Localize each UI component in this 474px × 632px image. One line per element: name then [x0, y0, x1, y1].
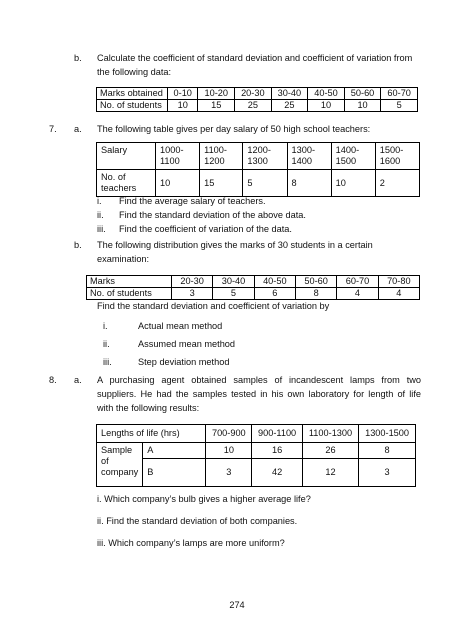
- table-cell: 0-10: [168, 88, 198, 100]
- table-cell: 8: [295, 288, 336, 300]
- table-cell: 25: [271, 100, 308, 112]
- table-cell: Marks obtained: [97, 88, 168, 100]
- table-cell: 15: [200, 170, 243, 197]
- table-cell: 50-60: [344, 88, 381, 100]
- table-cell: 10: [206, 443, 252, 459]
- q7a-item-text: Find the average salary of teachers.: [119, 196, 266, 206]
- table-cell: 25: [235, 100, 272, 112]
- sample-label-line2: of: [101, 456, 109, 466]
- q6b-text-line1: Calculate the coefficient of standard deviation and coefficient of variation from: [97, 53, 413, 63]
- q6b-table: [96, 87, 418, 112]
- table-cell: 4: [337, 288, 378, 300]
- table-row: [97, 459, 416, 487]
- table-cell: 42: [252, 459, 303, 487]
- table-cell: 12: [302, 459, 358, 487]
- table-cell: 5: [381, 100, 418, 112]
- q7a-item-text: Find the standard deviation of the above data.: [119, 210, 306, 220]
- q7b-text-line2: examination:: [97, 254, 150, 264]
- q8a-line2: suppliers. He had the samples tested in his own laboratory for length of life: [97, 389, 421, 399]
- q7b-text-line1: The following distribution gives the marks of 30 students in a certain: [97, 240, 373, 250]
- table-cell: 60-70: [337, 276, 378, 288]
- range-end: 1100: [160, 156, 180, 166]
- table-cell: 20-30: [172, 276, 213, 288]
- table-cell: 10: [331, 170, 375, 197]
- table-cell: 40-50: [308, 88, 345, 100]
- table-cell: B: [143, 459, 206, 487]
- table-cell: 30-40: [213, 276, 254, 288]
- range-start: 1200-: [247, 145, 271, 155]
- range-start: 1400-: [335, 145, 360, 155]
- table-cell: 50-60: [295, 276, 336, 288]
- table-cell: 5: [243, 170, 287, 197]
- q7a-label: a.: [74, 124, 82, 134]
- q7b-method-text: Actual mean method: [138, 321, 223, 331]
- sample-label-line1: Sample: [101, 445, 133, 455]
- table-cell: 15: [198, 100, 235, 112]
- teachers-label-line1: No. of: [101, 172, 126, 182]
- table-cell: 1100-1300: [302, 425, 358, 443]
- q7a-text: The following table gives per day salary of 50 high school teachers:: [97, 124, 371, 134]
- table-cell: 40-50: [254, 276, 295, 288]
- table-cell: 10-20: [198, 88, 235, 100]
- table-row: [97, 443, 416, 459]
- range-start: 1100-: [204, 145, 227, 155]
- q7b-find-text: Find the standard deviation and coefficient of variation by: [97, 301, 330, 311]
- table-cell: [243, 143, 287, 170]
- table-cell: No. of students: [97, 100, 168, 112]
- q8a-line3: with the following results:: [97, 403, 200, 413]
- table-header-row: [97, 425, 416, 443]
- q7b-method-num: iii.: [103, 357, 112, 367]
- table-cell: 6: [254, 288, 295, 300]
- q7a-salary-table: [96, 142, 420, 197]
- table-cell: [287, 143, 331, 170]
- teachers-label-line2: teachers: [101, 183, 137, 193]
- q7a-item-num: iii.: [97, 224, 106, 234]
- table-cell: 2: [375, 170, 419, 197]
- range-start: 1000-: [160, 145, 184, 155]
- range-start: 1500-: [379, 145, 404, 155]
- table-cell: [156, 143, 200, 170]
- q7a-item-text: Find the coefficient of variation of the data.: [119, 224, 292, 234]
- table-cell: 3: [359, 459, 416, 487]
- table-cell: 1300-1500: [359, 425, 416, 443]
- q7b-method-text: Assumed mean method: [138, 339, 236, 349]
- q7a-item-num: ii.: [97, 210, 104, 220]
- table-cell: Salary: [97, 143, 156, 170]
- q7b-table: [86, 275, 420, 300]
- q8a-question-3: iii. Which company’s lamps are more uniform?: [97, 538, 285, 548]
- table-cell: A: [143, 443, 206, 459]
- q7b-method-num: i.: [103, 321, 108, 331]
- table-header-row: [97, 88, 418, 100]
- sample-label-line3: company: [101, 467, 139, 477]
- table-cell: 60-70: [381, 88, 418, 100]
- range-end: 1400: [291, 156, 312, 166]
- q8a-question-1: i. Which company’s bulb gives a higher average life?: [97, 494, 311, 504]
- table-cell: 10: [168, 100, 198, 112]
- q7b-method-text: Step deviation method: [138, 357, 230, 367]
- table-cell: 70-80: [378, 276, 419, 288]
- table-cell: 16: [252, 443, 303, 459]
- table-cell: No. of students: [87, 288, 172, 300]
- range-start: 1300-: [291, 145, 316, 155]
- range-end: 1600: [379, 156, 401, 166]
- table-cell: [97, 170, 156, 197]
- q8-number: 8.: [49, 375, 57, 385]
- table-cell: 3: [172, 288, 213, 300]
- page-number: 274: [229, 600, 245, 610]
- range-end: 1200: [204, 156, 225, 166]
- table-row: [97, 100, 418, 112]
- table-row: [87, 288, 420, 300]
- table-cell: [200, 143, 243, 170]
- q8a-label: a.: [74, 375, 82, 385]
- table-cell: [97, 443, 143, 487]
- table-cell: 26: [302, 443, 358, 459]
- q8a-question-2: ii. Find the standard deviation of both companies.: [97, 516, 298, 526]
- q7-number: 7.: [49, 124, 57, 134]
- table-header-row: [87, 276, 420, 288]
- table-cell: 900-1100: [252, 425, 303, 443]
- table-cell: [331, 143, 375, 170]
- table-cell: 8: [359, 443, 416, 459]
- table-cell: 20-30: [235, 88, 272, 100]
- q7b-label: b.: [74, 240, 82, 250]
- range-end: 1300: [247, 156, 268, 166]
- table-cell: 4: [378, 288, 419, 300]
- table-cell: Marks: [87, 276, 172, 288]
- q8a-line1: A purchasing agent obtained samples of incandescent lamps from two: [97, 375, 421, 385]
- q6b-label: b.: [74, 53, 82, 63]
- table-row: [97, 170, 420, 197]
- table-cell: 10: [308, 100, 345, 112]
- table-cell: 10: [156, 170, 200, 197]
- table-cell: 5: [213, 288, 254, 300]
- table-cell: 30-40: [271, 88, 308, 100]
- q7b-method-num: ii.: [103, 339, 110, 349]
- table-cell: 700-900: [206, 425, 252, 443]
- table-cell: 10: [344, 100, 381, 112]
- range-end: 1500: [335, 156, 357, 166]
- q8a-lamp-table: [96, 424, 416, 487]
- table-cell: [375, 143, 419, 170]
- q6b-text-line2: the following data:: [97, 67, 172, 77]
- q7a-item-num: i.: [97, 196, 102, 206]
- table-header-row: [97, 143, 420, 170]
- table-cell: 8: [287, 170, 331, 197]
- table-cell: 3: [206, 459, 252, 487]
- table-cell: Lengths of life (hrs): [97, 425, 206, 443]
